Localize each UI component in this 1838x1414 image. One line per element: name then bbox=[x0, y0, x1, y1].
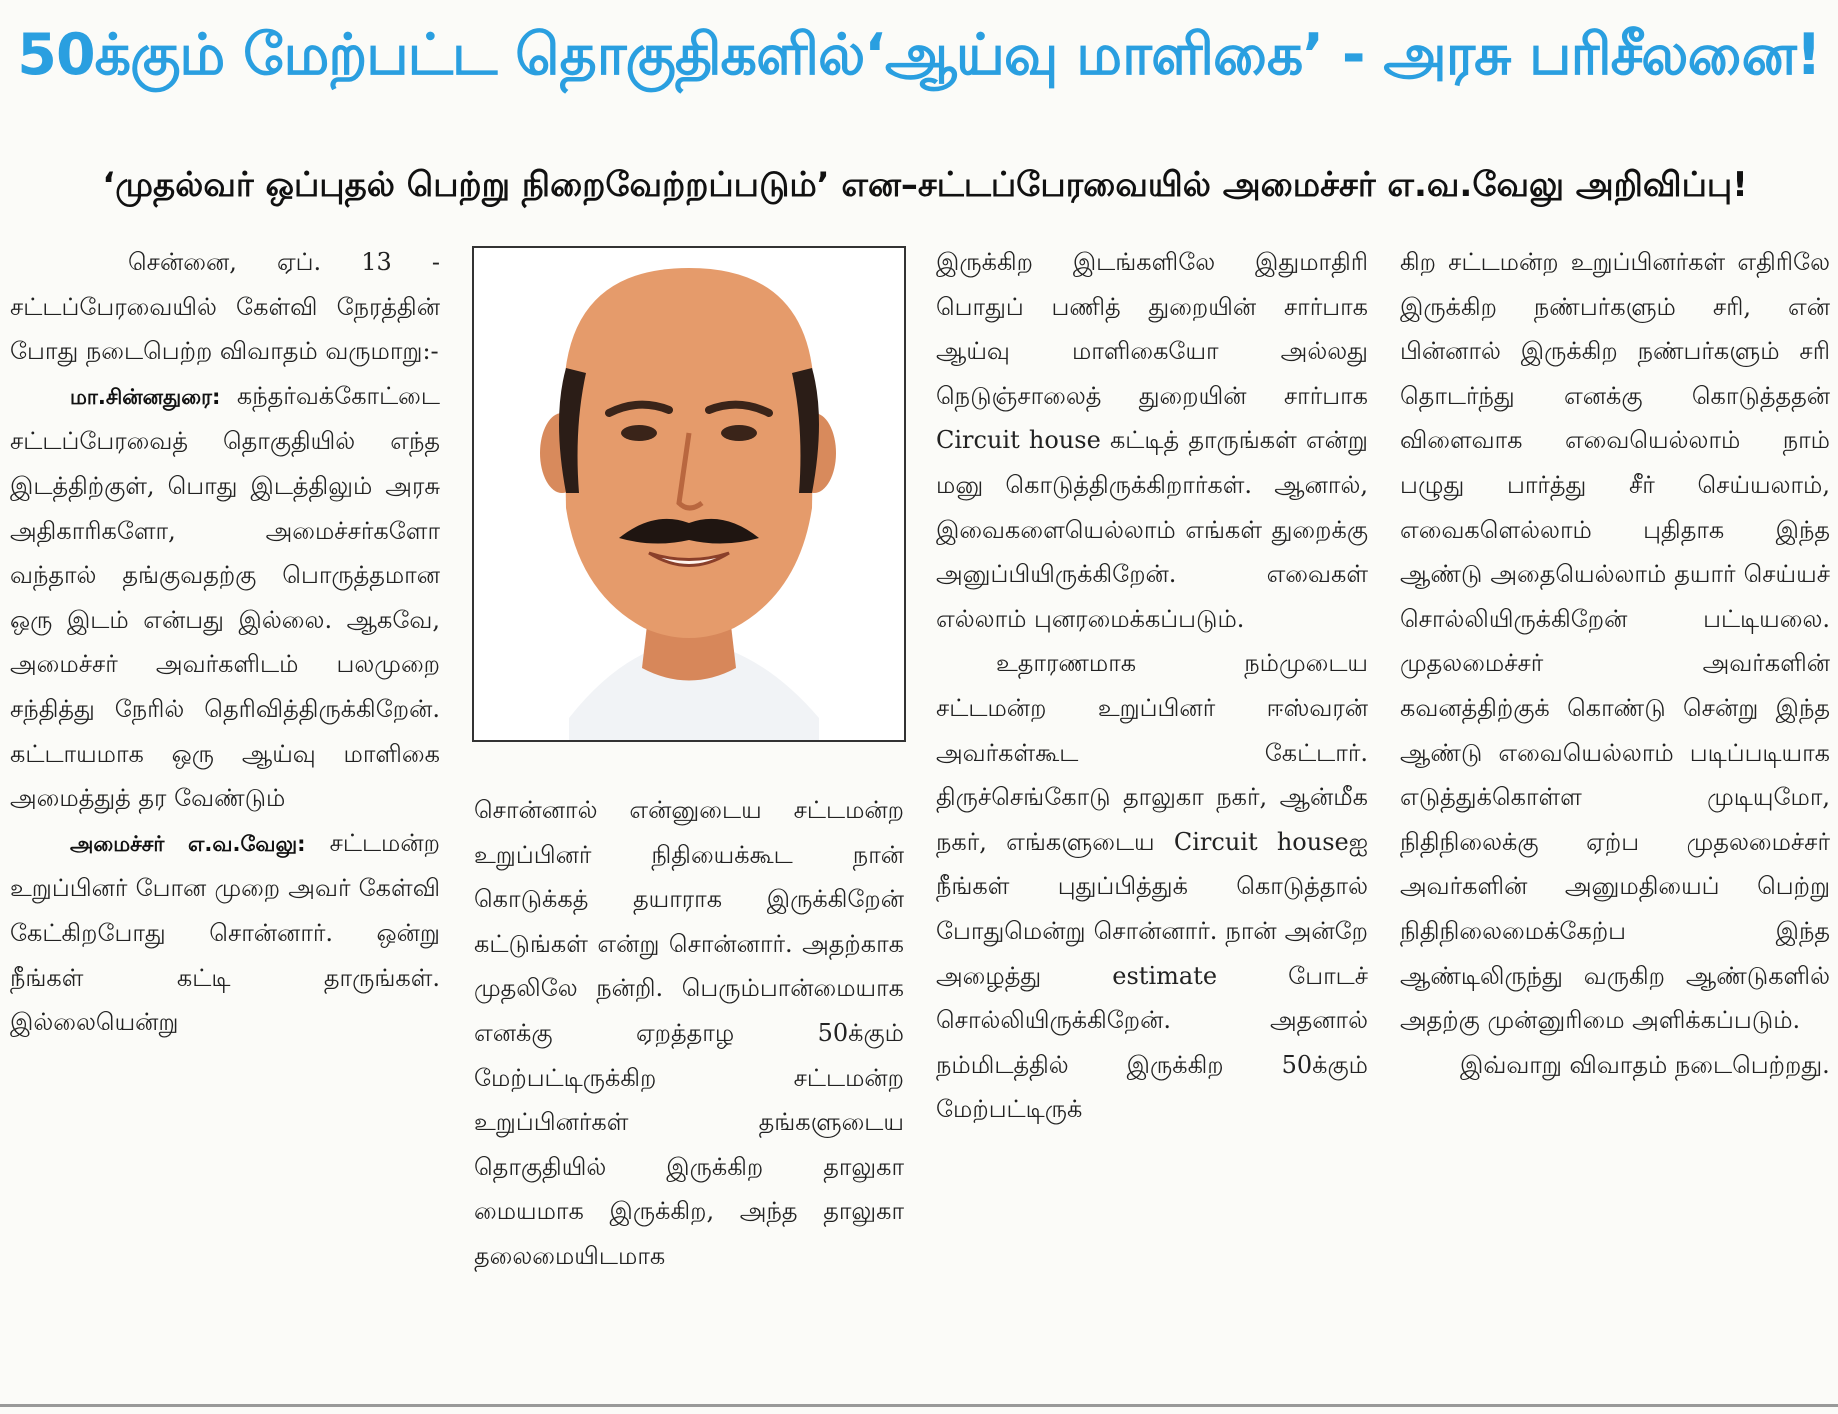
column2-paragraph: சொன்னால் என்னுடைய சட்டமன்ற உறுப்பினர் நிதியைக்கூட நான் கொடுக்கத் தயாராக இருக்கிறேன் கட்டுங்கள் என்று சொன்னார். அதற்காக முதலிலே நன்றி. பெரும்பான்மையாக எனக்கு ஏறத்தாழ 50க்கும் மேற்பட்டிருக்கிற சட்டமன்ற உறுப்பினர்கள் தங்களுடைய தொகுதியில் இருக்கிற தாலுகா மையமாக இருக்கிற, அந்த தாலுகா தலைமையிடமாக bbox=[474, 796, 904, 1270]
column3-paragraph-2: உதாரணமாக நம்முடைய சட்டமன்ற உறுப்பினர் ஈஸ்வரன் அவர்கள்கூட கேட்டார். திருச்செங்கோடு தாலுகா நகர், ஆன்மீக நகர், எங்களுடைய Circuit houseஐ நீங்கள் புதுப்பித்துக் கொடுத்தால் போதுமென்று சொன்னார். நான் அன்றே அழைத்து estimate போடச் சொல்லியிருக்கிறேன். அதனால் நம்மிடத்தில் இருக்கிற 50க்கும் மேற்பட்டிருக் bbox=[936, 649, 1368, 1124]
headline: 50க்கும் மேற்பட்ட தொகுதிகளில்‘ஆய்வு மாளிகை’ - அரசு பரிசீலனை! bbox=[17, 22, 1821, 88]
speaker2-text: சட்டமன்ற உறுப்பினர் போன முறை அவர் கேள்வி கேட்கிறபோது சொன்னார். ஒன்று நீங்கள் கட்டி தாருங்கள். இல்லையென்று bbox=[10, 828, 440, 1037]
article-column-3 bbox=[936, 240, 1368, 1400]
article-column-2 bbox=[474, 788, 904, 1400]
column3-paragraph-1: இருக்கிற இடங்களிலே இதுமாதிரி பொதுப் பணித் துறையின் சார்பாக ஆய்வு மாளிகையோ அல்லது நெடுஞ்சாலைத் துறையின் சார்பாக Circuit house கட்டித் தாருங்கள் என்று மனு கொடுத்திருக்கிறார்கள். ஆனால், இவைகளையெல்லாம் எங்கள் துறைக்கு அனுப்பியிருக்கிறேன். எவைகள் எல்லாம் புனரமைக்கப்படும். bbox=[936, 248, 1368, 633]
column4-paragraph-2: இவ்வாறு விவாதம் நடைபெற்றது. bbox=[1460, 1050, 1830, 1079]
bottom-rule bbox=[0, 1404, 1838, 1407]
speaker1-paragraph bbox=[10, 374, 440, 821]
speaker1-text: கந்தர்வக்கோட்டை சட்டப்பேரவைத் தொகுதியில் எந்த இடத்திற்குள், பொது இடத்திலும் அரசு அதிகாரிகளோ, அமைச்சர்களோ வந்தால் தங்குவதற்கு பொருத்தமான ஒரு இடம் என்பது இல்லை. ஆகவே, அமைச்சர் அவர்களிடம் பலமுறை சந்தித்து நேரில் தெரிவித்திருக்கிறேன். கட்டாயமாக ஒரு ஆய்வு மாளிகை அமைத்துத் தர வேண்டும் bbox=[10, 381, 440, 813]
speaker2-paragraph bbox=[10, 821, 440, 1045]
speaker-name-velu: அமைச்சர் எ.வ.வேலு: bbox=[70, 831, 306, 856]
speaker-name-chinnadurai: மா.சின்னதுரை: bbox=[70, 384, 221, 409]
dateline-paragraph: சென்னை, ஏப். 13 - சட்டப்பேரவையில் கேள்வி நேரத்தின் போது நடைபெற்ற விவாதம் வருமாறு:- bbox=[10, 248, 440, 366]
article-column-4 bbox=[1400, 240, 1830, 1400]
minister-photo bbox=[472, 246, 906, 742]
subheadline: ‘முதல்வர் ஒப்புதல் பெற்று நிறைவேற்றப்படும்’ என–சட்டப்பேரவையில் அமைச்சர் எ.வ.வேலு அறிவிப்பு! bbox=[102, 165, 1748, 205]
portrait-illustration bbox=[474, 248, 904, 740]
column4-paragraph-1: கிற சட்டமன்ற உறுப்பினர்கள் எதிரிலே இருக்கிற நண்பர்களும் சரி, என் பின்னால் இருக்கிற நண்பர்களும் சரி தொடர்ந்து எனக்கு கொடுத்ததன் விளைவாக எவையெல்லாம் நாம் பழுது பார்த்து சீர் செய்யலாம், எவைகளெல்லாம் புதிதாக இந்த ஆண்டு அதையெல்லாம் தயார் செய்யச் சொல்லியிருக்கிறேன் பட்டியலை. முதலமைச்சர் அவர்களின் கவனத்திற்குக் கொண்டு சென்று இந்த ஆண்டு எவையெல்லாம் படிப்படியாக எடுத்துக்கொள்ள முடியுமோ, நிதிநிலைக்கு ஏற்ப முதலமைச்சர் அவர்களின் அனுமதியைப் பெற்று நிதிநிலைமைக்கேற்ப இந்த ஆண்டிலிருந்து வருகிற ஆண்டுகளில் அதற்கு முன்னுரிமை அளிக்கப்படும். bbox=[1400, 248, 1830, 1035]
article-column-1 bbox=[10, 240, 440, 1400]
